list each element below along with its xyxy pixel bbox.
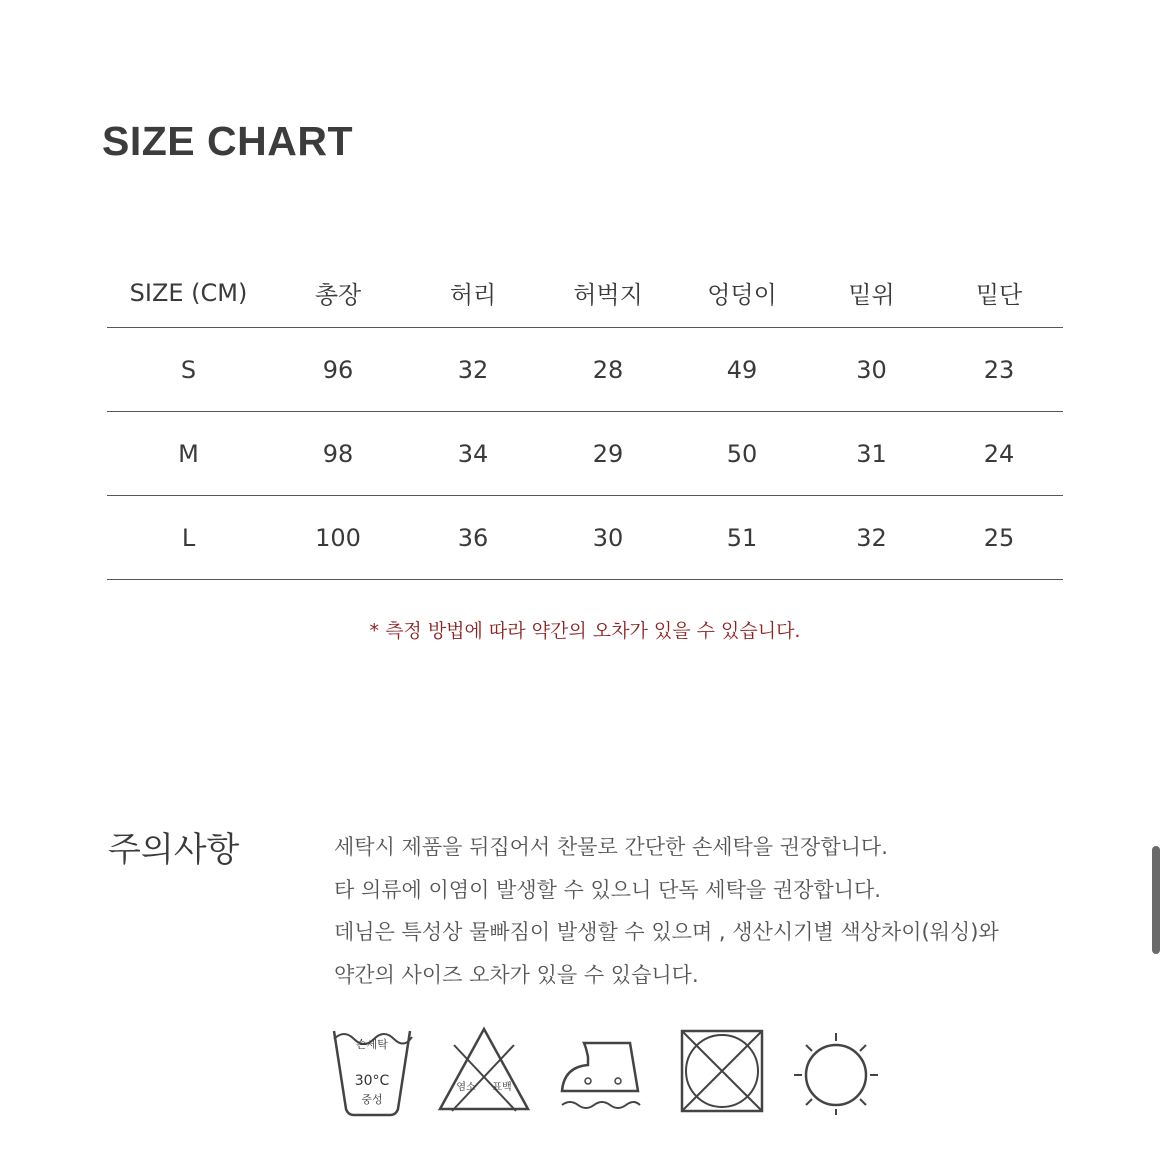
chlorine-label: 염소	[456, 1082, 476, 1093]
column-header-waist: 허리	[406, 258, 540, 328]
table-cell: 30	[808, 328, 935, 412]
table-cell: 24	[935, 412, 1063, 496]
table-cell: 100	[270, 496, 406, 580]
no-tumble-dry-icon	[678, 1025, 766, 1115]
page-title: SIZE CHART	[102, 118, 353, 164]
table-cell: 25	[935, 496, 1063, 580]
column-header-rise: 밑위	[808, 258, 935, 328]
table-cell: 51	[676, 496, 808, 580]
size-table	[107, 258, 1063, 580]
column-header-hip: 엉덩이	[676, 258, 808, 328]
table-cell: 23	[935, 328, 1063, 412]
notice-line: 타 의류에 이염이 발생할 수 있으니 단독 세탁을 권장합니다.	[334, 877, 881, 902]
scrollbar[interactable]	[1152, 846, 1160, 954]
table-cell: 32	[808, 496, 935, 580]
table-cell: 30	[540, 496, 676, 580]
no-bleach-icon	[436, 1025, 532, 1115]
column-header-size: SIZE (CM)	[107, 258, 270, 328]
table-row	[107, 412, 1063, 496]
table-row	[107, 496, 1063, 580]
hand-wash-icon	[330, 1025, 414, 1117]
notice-line: 데님은 특성상 물빠짐이 발생할 수 있으며 , 생산시기별 색상차이(워싱)와	[334, 920, 999, 944]
sun-dry-icon	[792, 1025, 880, 1115]
table-cell: M	[107, 412, 270, 496]
notice-heading: 주의사항	[108, 830, 240, 870]
hand-wash-label: 손세탁	[356, 1038, 388, 1051]
table-cell: L	[107, 496, 270, 580]
table-cell: 50	[676, 412, 808, 496]
column-header-length: 총장	[270, 258, 406, 328]
table-cell: S	[107, 328, 270, 412]
table-cell: 32	[406, 328, 540, 412]
notice-line: 세탁시 제품을 뒤집어서 찬물로 간단한 손세탁을 권장합니다.	[334, 835, 888, 859]
measurement-note: * 측정 방법에 따라 약간의 오차가 있을 수 있습니다.	[369, 620, 801, 642]
notice-line: 약간의 사이즈 오차가 있을 수 있습니다.	[334, 962, 699, 987]
detergent-label: 중성	[361, 1093, 383, 1106]
table-cell: 28	[540, 328, 676, 412]
notice-text	[334, 826, 1054, 996]
table-cell: 34	[406, 412, 540, 496]
table-cell: 96	[270, 328, 406, 412]
table-header-row	[107, 258, 1063, 328]
bleach-label: 표백	[492, 1082, 512, 1093]
table-cell: 29	[540, 412, 676, 496]
iron-icon	[558, 1025, 642, 1115]
column-header-hem: 밑단	[935, 258, 1063, 328]
table-cell: 98	[270, 412, 406, 496]
column-header-thigh: 허벅지	[540, 258, 676, 328]
table-cell: 31	[808, 412, 935, 496]
table-cell: 49	[676, 328, 808, 412]
table-row	[107, 328, 1063, 412]
table-cell: 36	[406, 496, 540, 580]
wash-temperature: 30°C	[354, 1073, 390, 1089]
